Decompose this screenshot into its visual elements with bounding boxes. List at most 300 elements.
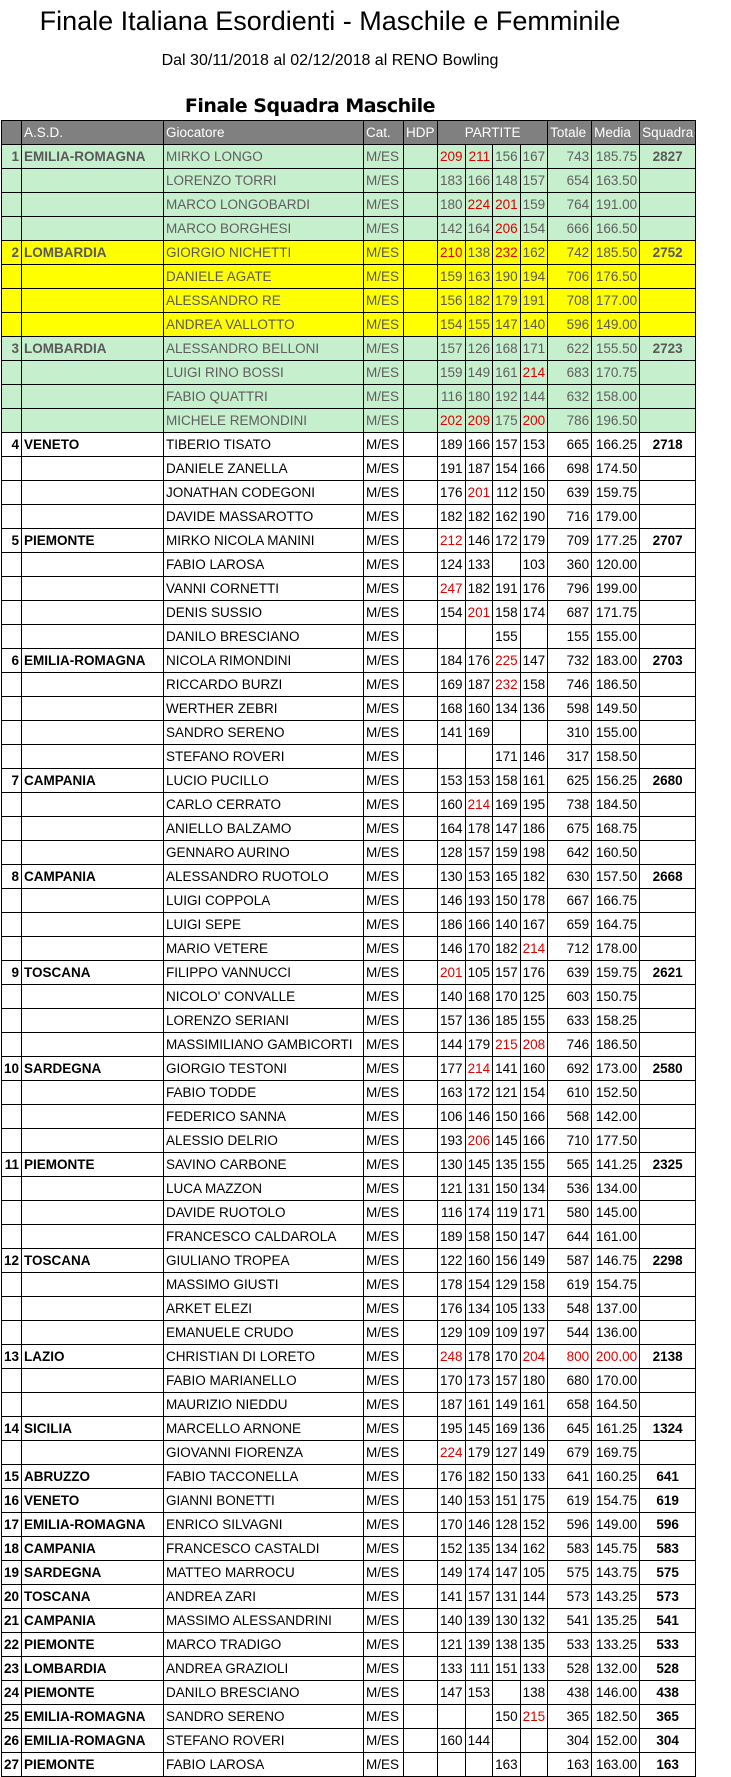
total-cell: 746 xyxy=(548,673,592,697)
game-score: 167 xyxy=(520,145,548,169)
category-cell: M/ES xyxy=(364,1729,404,1753)
rank-cell: 16 xyxy=(2,1489,22,1513)
category-cell: M/ES xyxy=(364,385,404,409)
game-score: 144 xyxy=(520,385,548,409)
game-score xyxy=(438,625,466,649)
game-score: 127 xyxy=(493,1441,521,1465)
hdp-cell xyxy=(404,1705,438,1729)
total-cell: 710 xyxy=(548,1129,592,1153)
team-total-cell xyxy=(640,1177,696,1201)
game-score: 178 xyxy=(465,1345,493,1369)
asd-cell xyxy=(22,1393,164,1417)
asd-cell: CAMPANIA xyxy=(22,1537,164,1561)
category-cell: M/ES xyxy=(364,1153,404,1177)
total-cell: 596 xyxy=(548,313,592,337)
game-score: 176 xyxy=(520,577,548,601)
game-score: 182 xyxy=(520,865,548,889)
average-cell: 158.00 xyxy=(592,385,640,409)
game-score: 195 xyxy=(438,1417,466,1441)
game-score: 198 xyxy=(520,841,548,865)
game-score: 147 xyxy=(493,313,521,337)
asd-cell xyxy=(22,1033,164,1057)
game-score: 156 xyxy=(493,1249,521,1273)
game-score: 130 xyxy=(438,865,466,889)
category-cell: M/ES xyxy=(364,457,404,481)
player-name: FABIO TODDE xyxy=(164,1081,364,1105)
asd-cell: VENETO xyxy=(22,433,164,457)
average-cell: 186.50 xyxy=(592,1033,640,1057)
asd-cell: EMILIA-ROMAGNA xyxy=(22,649,164,673)
total-cell: 155 xyxy=(548,625,592,649)
table-row xyxy=(2,793,696,817)
team-total-cell xyxy=(640,697,696,721)
game-score: 133 xyxy=(520,1297,548,1321)
game-score: 134 xyxy=(465,1297,493,1321)
total-cell: 764 xyxy=(548,193,592,217)
average-cell: 142.00 xyxy=(592,1105,640,1129)
rank-cell xyxy=(2,265,22,289)
team-total-cell xyxy=(640,889,696,913)
game-score: 138 xyxy=(493,1633,521,1657)
table-row xyxy=(2,241,696,265)
player-name: TIBERIO TISATO xyxy=(164,433,364,457)
table-row xyxy=(2,337,696,361)
team-total-cell xyxy=(640,817,696,841)
game-score: 163 xyxy=(493,1753,521,1777)
asd-cell xyxy=(22,913,164,937)
game-score: 171 xyxy=(520,337,548,361)
category-cell: M/ES xyxy=(364,889,404,913)
hdp-cell xyxy=(404,1081,438,1105)
average-cell: 160.50 xyxy=(592,841,640,865)
hdp-cell xyxy=(404,721,438,745)
player-name: DANIELE ZANELLA xyxy=(164,457,364,481)
average-cell: 159.75 xyxy=(592,961,640,985)
hdp-cell xyxy=(404,481,438,505)
hdp-cell xyxy=(404,985,438,1009)
game-score: 166 xyxy=(520,457,548,481)
player-name: SAVINO CARBONE xyxy=(164,1153,364,1177)
asd-cell: CAMPANIA xyxy=(22,865,164,889)
game-score xyxy=(465,1705,493,1729)
player-name: LORENZO SERIANI xyxy=(164,1009,364,1033)
category-cell: M/ES xyxy=(364,1201,404,1225)
category-cell: M/ES xyxy=(364,1105,404,1129)
game-score: 179 xyxy=(465,1033,493,1057)
asd-cell xyxy=(22,265,164,289)
hdp-cell xyxy=(404,865,438,889)
game-score: 182 xyxy=(438,505,466,529)
average-cell: 163.00 xyxy=(592,1753,640,1777)
rank-cell xyxy=(2,817,22,841)
asd-cell xyxy=(22,721,164,745)
player-name: ALESSANDRO BELLONI xyxy=(164,337,364,361)
game-score: 134 xyxy=(493,697,521,721)
table-row xyxy=(2,169,696,193)
total-cell: 632 xyxy=(548,385,592,409)
asd-cell xyxy=(22,553,164,577)
table-row xyxy=(2,481,696,505)
team-total-cell: 2621 xyxy=(640,961,696,985)
player-name: MARCELLO ARNONE xyxy=(164,1417,364,1441)
team-total-cell xyxy=(640,481,696,505)
average-cell: 149.50 xyxy=(592,697,640,721)
game-score: 157 xyxy=(438,337,466,361)
team-total-cell: 2718 xyxy=(640,433,696,457)
team-total-cell xyxy=(640,169,696,193)
total-cell: 548 xyxy=(548,1297,592,1321)
hdp-cell xyxy=(404,433,438,457)
total-cell: 575 xyxy=(548,1561,592,1585)
asd-cell xyxy=(22,361,164,385)
category-cell: M/ES xyxy=(364,289,404,313)
team-total-cell: 541 xyxy=(640,1609,696,1633)
team-total-cell: 583 xyxy=(640,1537,696,1561)
game-score: 105 xyxy=(465,961,493,985)
total-cell: 692 xyxy=(548,1057,592,1081)
table-row xyxy=(2,1081,696,1105)
game-score: 232 xyxy=(493,241,521,265)
table-row xyxy=(2,1561,696,1585)
average-cell: 177.00 xyxy=(592,289,640,313)
game-score: 136 xyxy=(520,1417,548,1441)
game-score: 206 xyxy=(465,1129,493,1153)
game-score: 176 xyxy=(520,961,548,985)
category-cell: M/ES xyxy=(364,265,404,289)
table-row xyxy=(2,457,696,481)
asd-cell xyxy=(22,1201,164,1225)
hdp-cell xyxy=(404,673,438,697)
asd-cell: SARDEGNA xyxy=(22,1057,164,1081)
category-cell: M/ES xyxy=(364,961,404,985)
rank-cell: 26 xyxy=(2,1729,22,1753)
game-score: 109 xyxy=(493,1321,521,1345)
asd-cell: TOSCANA xyxy=(22,1585,164,1609)
game-score: 145 xyxy=(493,1129,521,1153)
team-total-cell: 2723 xyxy=(640,337,696,361)
total-cell: 698 xyxy=(548,457,592,481)
rank-cell xyxy=(2,601,22,625)
rank-cell xyxy=(2,1297,22,1321)
rank-cell: 20 xyxy=(2,1585,22,1609)
average-cell: 149.00 xyxy=(592,1513,640,1537)
total-cell: 533 xyxy=(548,1633,592,1657)
category-cell: M/ES xyxy=(364,1537,404,1561)
game-score: 147 xyxy=(493,817,521,841)
asd-cell: TOSCANA xyxy=(22,1249,164,1273)
game-score: 149 xyxy=(520,1249,548,1273)
table-row xyxy=(2,409,696,433)
game-score: 150 xyxy=(493,1105,521,1129)
game-score: 146 xyxy=(465,1513,493,1537)
team-total-cell: 2580 xyxy=(640,1057,696,1081)
game-score: 201 xyxy=(438,961,466,985)
average-cell: 178.00 xyxy=(592,937,640,961)
total-cell: 667 xyxy=(548,889,592,913)
table-row xyxy=(2,289,696,313)
player-name: GIORGIO TESTONI xyxy=(164,1057,364,1081)
game-score: 157 xyxy=(493,961,521,985)
player-name: SANDRO SERENO xyxy=(164,721,364,745)
table-row xyxy=(2,1249,696,1273)
average-cell: 170.75 xyxy=(592,361,640,385)
average-cell: 154.75 xyxy=(592,1273,640,1297)
game-score: 128 xyxy=(493,1513,521,1537)
asd-cell: PIEMONTE xyxy=(22,529,164,553)
game-score: 145 xyxy=(465,1417,493,1441)
player-name: FABIO QUATTRI xyxy=(164,385,364,409)
table-row xyxy=(2,1177,696,1201)
asd-cell: CAMPANIA xyxy=(22,769,164,793)
player-name: LUIGI RINO BOSSI xyxy=(164,361,364,385)
average-cell: 179.00 xyxy=(592,505,640,529)
game-score: 121 xyxy=(438,1177,466,1201)
rank-cell xyxy=(2,625,22,649)
rank-cell: 27 xyxy=(2,1753,22,1777)
category-cell: M/ES xyxy=(364,1225,404,1249)
table-row xyxy=(2,937,696,961)
game-score: 139 xyxy=(465,1633,493,1657)
player-name: MASSIMILIANO GAMBICORTI xyxy=(164,1033,364,1057)
player-name: STEFANO ROVERI xyxy=(164,1729,364,1753)
total-cell: 708 xyxy=(548,289,592,313)
average-cell: 141.25 xyxy=(592,1153,640,1177)
team-total-cell xyxy=(640,1081,696,1105)
game-score: 161 xyxy=(465,1393,493,1417)
hdp-cell xyxy=(404,913,438,937)
game-score: 150 xyxy=(520,481,548,505)
game-score: 215 xyxy=(493,1033,521,1057)
team-total-cell xyxy=(640,1369,696,1393)
game-score: 144 xyxy=(520,1585,548,1609)
game-score: 170 xyxy=(438,1513,466,1537)
asd-cell: CAMPANIA xyxy=(22,1609,164,1633)
game-score: 209 xyxy=(438,145,466,169)
average-cell: 186.50 xyxy=(592,673,640,697)
hdp-cell xyxy=(404,745,438,769)
team-total-cell xyxy=(640,1393,696,1417)
asd-cell xyxy=(22,193,164,217)
average-cell: 143.75 xyxy=(592,1561,640,1585)
hdp-cell xyxy=(404,1441,438,1465)
rank-cell xyxy=(2,937,22,961)
category-cell: M/ES xyxy=(364,1345,404,1369)
category-cell: M/ES xyxy=(364,1393,404,1417)
game-score: 156 xyxy=(438,289,466,313)
col-asd: A.S.D. xyxy=(22,121,164,145)
hdp-cell xyxy=(404,1657,438,1681)
game-score xyxy=(520,1753,548,1777)
game-score: 154 xyxy=(520,1081,548,1105)
team-total-cell: 2827 xyxy=(640,145,696,169)
game-score: 248 xyxy=(438,1345,466,1369)
game-score: 178 xyxy=(465,817,493,841)
game-score: 224 xyxy=(465,193,493,217)
player-name: ENRICO SILVAGNI xyxy=(164,1513,364,1537)
category-cell: M/ES xyxy=(364,1249,404,1273)
average-cell: 196.50 xyxy=(592,409,640,433)
player-name: GIULIANO TROPEA xyxy=(164,1249,364,1273)
category-cell: M/ES xyxy=(364,841,404,865)
game-score: 130 xyxy=(493,1609,521,1633)
average-cell: 157.50 xyxy=(592,865,640,889)
table-row xyxy=(2,265,696,289)
game-score: 174 xyxy=(465,1561,493,1585)
player-name: MARCO LONGOBARDI xyxy=(164,193,364,217)
team-total-cell: 365 xyxy=(640,1705,696,1729)
total-cell: 317 xyxy=(548,745,592,769)
game-score: 186 xyxy=(520,817,548,841)
game-score: 214 xyxy=(520,937,548,961)
average-cell: 171.75 xyxy=(592,601,640,625)
game-score: 163 xyxy=(438,1081,466,1105)
category-cell: M/ES xyxy=(364,649,404,673)
total-cell: 580 xyxy=(548,1201,592,1225)
table-row xyxy=(2,577,696,601)
game-score: 156 xyxy=(493,145,521,169)
rank-cell xyxy=(2,841,22,865)
category-cell: M/ES xyxy=(364,1441,404,1465)
game-score: 169 xyxy=(493,1417,521,1441)
player-name: FEDERICO SANNA xyxy=(164,1105,364,1129)
hdp-cell xyxy=(404,601,438,625)
game-score: 149 xyxy=(520,1441,548,1465)
asd-cell: PIEMONTE xyxy=(22,1153,164,1177)
rank-cell: 9 xyxy=(2,961,22,985)
team-total-cell: 1324 xyxy=(640,1417,696,1441)
rank-cell: 14 xyxy=(2,1417,22,1441)
game-score: 214 xyxy=(465,1057,493,1081)
team-total-cell xyxy=(640,1033,696,1057)
hdp-cell xyxy=(404,1321,438,1345)
section-title: Finale Squadra Maschile xyxy=(184,95,436,117)
game-score: 162 xyxy=(520,1537,548,1561)
table-row xyxy=(2,1033,696,1057)
player-name: FABIO LAROSA xyxy=(164,1753,364,1777)
event-subtitle: Dal 30/11/2018 al 02/12/2018 al RENO Bowling xyxy=(161,52,499,69)
game-score: 147 xyxy=(520,649,548,673)
rank-cell xyxy=(2,1273,22,1297)
game-score: 162 xyxy=(493,505,521,529)
team-total-cell xyxy=(640,217,696,241)
asd-cell xyxy=(22,457,164,481)
category-cell: M/ES xyxy=(364,529,404,553)
game-score: 116 xyxy=(438,1201,466,1225)
game-score: 160 xyxy=(465,1249,493,1273)
game-score: 189 xyxy=(438,433,466,457)
average-cell: 161.25 xyxy=(592,1417,640,1441)
table-row xyxy=(2,1369,696,1393)
rank-cell: 11 xyxy=(2,1153,22,1177)
hdp-cell xyxy=(404,385,438,409)
game-score: 178 xyxy=(520,889,548,913)
game-score: 204 xyxy=(520,1345,548,1369)
rank-cell xyxy=(2,193,22,217)
game-score: 182 xyxy=(493,937,521,961)
team-total-cell: 528 xyxy=(640,1657,696,1681)
game-score: 151 xyxy=(493,1657,521,1681)
asd-cell xyxy=(22,1369,164,1393)
game-score: 153 xyxy=(520,433,548,457)
table-row xyxy=(2,649,696,673)
table-row xyxy=(2,433,696,457)
game-score: 160 xyxy=(438,793,466,817)
table-row xyxy=(2,865,696,889)
game-score: 153 xyxy=(438,769,466,793)
category-cell: M/ES xyxy=(364,1513,404,1537)
game-score: 154 xyxy=(493,457,521,481)
category-cell: M/ES xyxy=(364,1609,404,1633)
table-row xyxy=(2,385,696,409)
game-score: 182 xyxy=(465,1465,493,1489)
game-score: 154 xyxy=(520,217,548,241)
total-cell: 659 xyxy=(548,913,592,937)
game-score: 168 xyxy=(493,337,521,361)
total-cell: 541 xyxy=(548,1609,592,1633)
hdp-cell xyxy=(404,1393,438,1417)
game-score: 165 xyxy=(493,865,521,889)
average-cell: 146.75 xyxy=(592,1249,640,1273)
team-total-cell: 533 xyxy=(640,1633,696,1657)
game-score: 132 xyxy=(520,1609,548,1633)
hdp-cell xyxy=(404,1561,438,1585)
game-score: 150 xyxy=(493,1705,521,1729)
game-score: 151 xyxy=(493,1489,521,1513)
hdp-cell xyxy=(404,625,438,649)
rank-cell xyxy=(2,1177,22,1201)
rank-cell: 7 xyxy=(2,769,22,793)
asd-cell xyxy=(22,1225,164,1249)
category-cell: M/ES xyxy=(364,625,404,649)
rank-cell: 12 xyxy=(2,1249,22,1273)
game-score: 138 xyxy=(520,1681,548,1705)
team-total-cell xyxy=(640,457,696,481)
average-cell: 166.50 xyxy=(592,217,640,241)
hdp-cell xyxy=(404,193,438,217)
table-row xyxy=(2,1297,696,1321)
asd-cell xyxy=(22,1081,164,1105)
game-score: 140 xyxy=(493,913,521,937)
game-score: 133 xyxy=(520,1657,548,1681)
col-team: Squadra xyxy=(640,121,696,145)
table-row xyxy=(2,1321,696,1345)
game-score: 183 xyxy=(438,169,466,193)
player-name: DENIS SUSSIO xyxy=(164,601,364,625)
player-name: DAVIDE MASSAROTTO xyxy=(164,505,364,529)
total-cell: 645 xyxy=(548,1417,592,1441)
table-row xyxy=(2,1729,696,1753)
game-score: 180 xyxy=(465,385,493,409)
average-cell: 173.00 xyxy=(592,1057,640,1081)
hdp-cell xyxy=(404,769,438,793)
rank-cell xyxy=(2,313,22,337)
average-cell: 159.75 xyxy=(592,481,640,505)
game-score: 133 xyxy=(520,1465,548,1489)
rank-cell: 23 xyxy=(2,1657,22,1681)
game-score: 139 xyxy=(465,1609,493,1633)
table-header-row xyxy=(2,121,696,145)
game-score: 171 xyxy=(520,1201,548,1225)
game-score xyxy=(493,553,521,577)
table-row xyxy=(2,841,696,865)
asd-cell xyxy=(22,289,164,313)
player-name: SANDRO SERENO xyxy=(164,1705,364,1729)
asd-cell: LOMBARDIA xyxy=(22,337,164,361)
team-total-cell xyxy=(640,601,696,625)
table-row xyxy=(2,1441,696,1465)
total-cell: 565 xyxy=(548,1153,592,1177)
game-score: 149 xyxy=(438,1561,466,1585)
